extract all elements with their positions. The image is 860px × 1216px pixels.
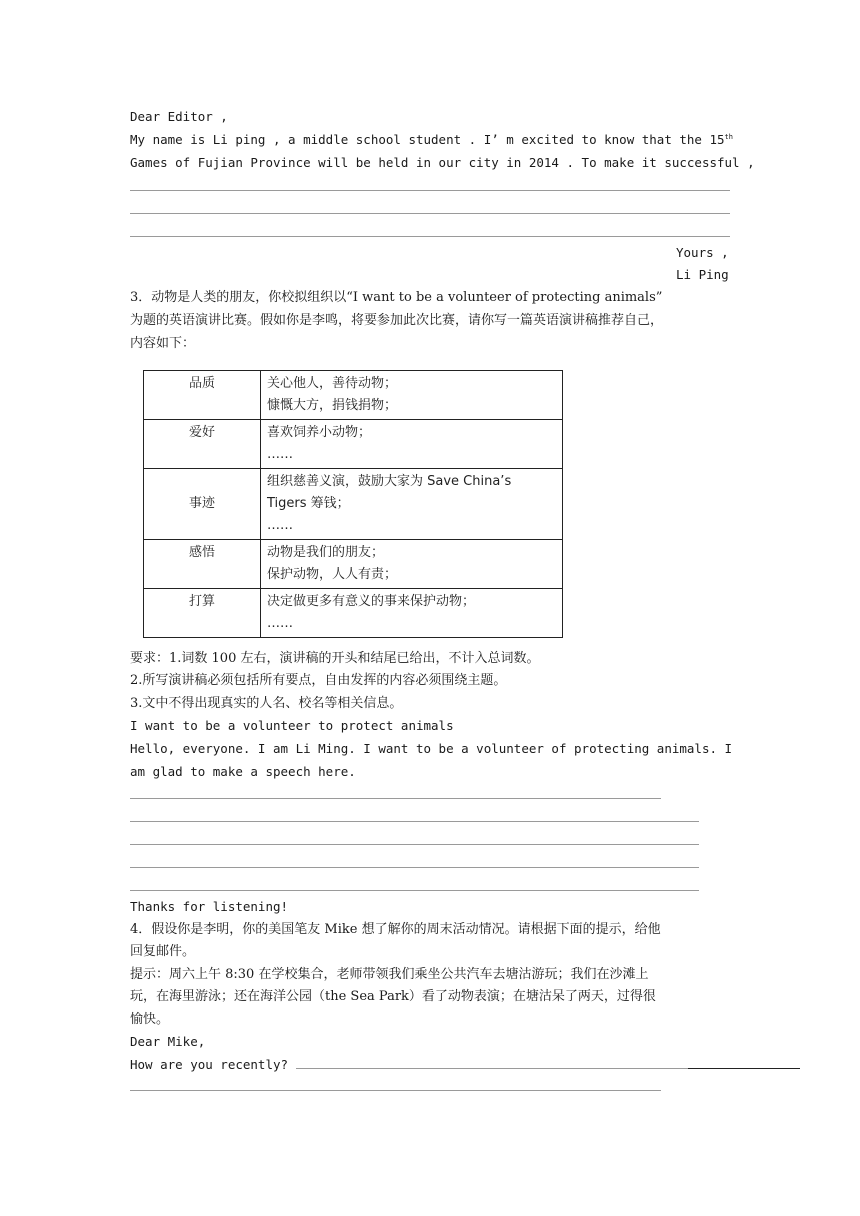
letter-closing: Yours ,: [676, 245, 729, 260]
requirement-text: 3.文中不得出现真实的人名、校名等相关信息。: [130, 696, 403, 711]
answer-line: [130, 1090, 661, 1091]
answer-line: [688, 1056, 800, 1069]
table-row: [144, 420, 563, 469]
answer-line: [130, 798, 661, 799]
question-prompt: 为题的英语演讲比赛。假如你是李鸣，将要参加此次比赛，请你写一篇英语演讲稿推荐自己，: [130, 313, 664, 328]
email-greeting: Dear Mike,: [130, 1034, 206, 1049]
speech-ending: Thanks for listening!: [130, 899, 289, 914]
letter-body-line: Games of Fujian Province will be held in our city in 2014 . To make it successful ,: [130, 155, 755, 170]
table-row: [144, 589, 563, 638]
table-row: [144, 371, 563, 420]
table-value: 喜欢饲养小动物； ……: [261, 420, 563, 469]
speech-opening: Hello, everyone. I am Li Ming. I want to be a volunteer of protecting animals. I: [130, 741, 733, 756]
hint-text: 愉快。: [130, 1012, 170, 1027]
table-key: 事迹: [144, 469, 261, 540]
answer-line: [130, 867, 699, 868]
table-key: 感悟: [144, 540, 261, 589]
requirement-text: 2.所写演讲稿必须包括所有要点，自由发挥的内容必须围绕主题。: [130, 673, 507, 688]
speech-opening: am glad to make a speech here.: [130, 764, 356, 779]
answer-line: [296, 1056, 688, 1069]
question-prompt: 回复邮件。: [130, 944, 196, 959]
table-value: 决定做更多有意义的事来保护动物； ……: [261, 589, 563, 638]
table-value: 动物是我们的朋友； 保护动物，人人有责；: [261, 540, 563, 589]
answer-line: [130, 844, 699, 845]
answer-line: [130, 821, 699, 822]
content-table: [143, 370, 563, 638]
hint-text: 提示：周六上午 8:30 在学校集合，老师带领我们乘坐公共汽车去塘沽游玩；我们在沙滩上: [130, 967, 649, 982]
letter-signature: Li Ping: [676, 267, 729, 282]
table-row: [144, 540, 563, 589]
email-opening-line: How are you recently?: [130, 1056, 800, 1074]
answer-line: [130, 213, 730, 214]
table-value: 组织慈善义演，鼓励大家为 Save China’s Tigers 筹钱； ……: [261, 469, 563, 540]
table-key: 爱好: [144, 420, 261, 469]
table-key: 品质: [144, 371, 261, 420]
answer-line: [130, 890, 699, 891]
question-prompt: 内容如下：: [130, 336, 196, 351]
table-value: 关心他人，善待动物； 慷慨大方，捐钱捐物；: [261, 371, 563, 420]
requirement-text: 要求：1.词数 100 左右，演讲稿的开头和结尾已给出，不计入总词数。: [130, 651, 540, 666]
hint-text: 玩，在海里游泳；还在海洋公园（the Sea Park）看了动物表演；在塘沽呆了两天，过得很: [130, 989, 656, 1004]
table-row: [144, 469, 563, 540]
speech-title: I want to be a volunteer to protect animals: [130, 718, 454, 733]
question-prompt: 4．假设你是李明，你的美国笔友 Mike 想了解你的周末活动情况。请根据下面的提示，给他: [130, 922, 661, 937]
letter-body-line: My name is Li ping , a middle school student . I’ m excited to know that the 15th: [130, 132, 733, 147]
question-prompt: 3．动物是人类的朋友，你校拟组织以“I want to be a volunteer of protecting animals”: [130, 290, 663, 305]
answer-line: [130, 236, 730, 237]
letter-greeting: Dear Editor ,: [130, 109, 228, 124]
answer-line: [130, 190, 730, 191]
table-key: 打算: [144, 589, 261, 638]
